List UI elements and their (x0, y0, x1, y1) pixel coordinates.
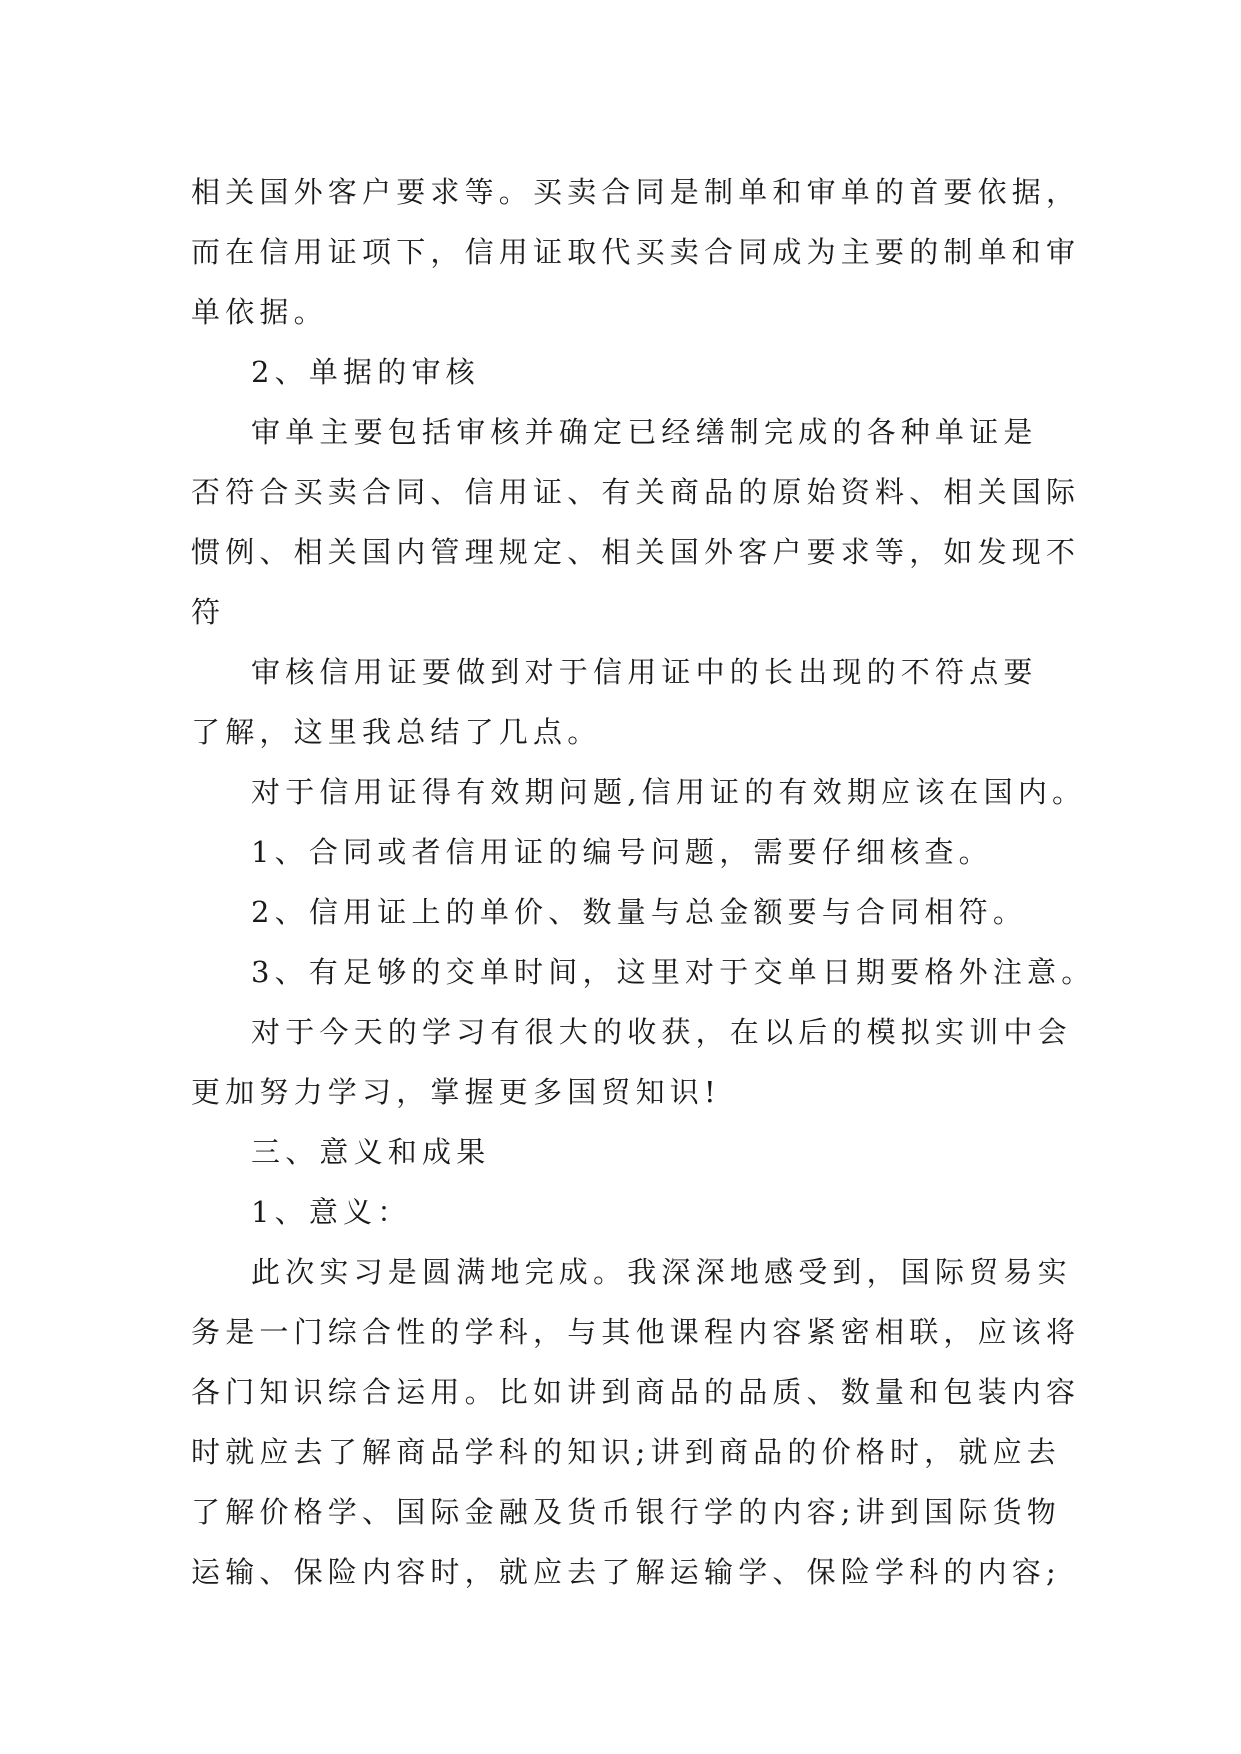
list-item (191, 942, 1096, 1002)
paragraph (191, 162, 1081, 342)
section-heading (191, 1122, 1071, 1182)
subsection-heading (191, 1182, 1071, 1242)
text-line: 审核信用证要做到对于信用证中的长出现的不符点要 (251, 655, 1038, 689)
list-item (191, 822, 1071, 882)
text-line: 此次实习是圆满地完成。我深深地感受到，国际贸易实 (251, 1255, 1072, 1289)
text-line: 否符合买卖合同、信用证、有关商品的原始资料、相关国际 (191, 475, 1081, 509)
text-line: 了解，这里我总结了几点。 (191, 715, 602, 749)
text-line: 符 (191, 595, 226, 629)
text-line: 3、有足够的交单时间，这里对于交单日期要格外注意。 (251, 955, 1096, 989)
text-line: 各门知识综合运用。比如讲到商品的品质、数量和包装内容 (191, 1375, 1081, 1409)
paragraph (191, 402, 1081, 642)
text-line: 更加努力学习，掌握更多国贸知识! (191, 1075, 721, 1109)
text-line: 惯例、相关国内管理规定、相关国外客户要求等，如发现不 (191, 535, 1081, 569)
document-body (191, 162, 1096, 1602)
text-line: 而在信用证项下，信用证取代买卖合同成为主要的制单和审 (191, 235, 1081, 269)
text-line: 1、意义： (251, 1195, 412, 1229)
list-item (191, 882, 1071, 942)
text-line: 对于今天的学习有很大的收获，在以后的模拟实训中会 (251, 1015, 1072, 1049)
text-line: 时就应去了解商品学科的知识;讲到商品的价格时，就应去 (191, 1435, 1061, 1469)
paragraph (191, 762, 1087, 822)
text-line: 审单主要包括审核并确定已经缮制完成的各种单证是 (251, 415, 1038, 449)
text-line: 单依据。 (191, 295, 328, 329)
paragraph (191, 1242, 1081, 1602)
text-line: 对于信用证得有效期问题,信用证的有效期应该在国内。 (251, 775, 1087, 809)
paragraph (191, 1002, 1071, 1122)
text-line: 运输、保险内容时，就应去了解运输学、保险学科的内容; (191, 1555, 1061, 1589)
text-line: 了解价格学、国际金融及货币银行学的内容;讲到国际货物 (191, 1495, 1061, 1529)
text-line: 三、意义和成果 (251, 1135, 491, 1169)
section-heading (191, 342, 1071, 402)
text-line: 相关国外客户要求等。买卖合同是制单和审单的首要依据， (191, 175, 1081, 209)
text-line: 2、信用证上的单价、数量与总金额要与合同相符。 (251, 895, 1028, 929)
text-line: 1、合同或者信用证的编号问题，需要仔细核查。 (251, 835, 993, 869)
text-line: 务是一门综合性的学科，与其他课程内容紧密相联，应该将 (191, 1315, 1081, 1349)
paragraph (191, 642, 1071, 762)
text-line: 2、单据的审核 (251, 355, 480, 389)
